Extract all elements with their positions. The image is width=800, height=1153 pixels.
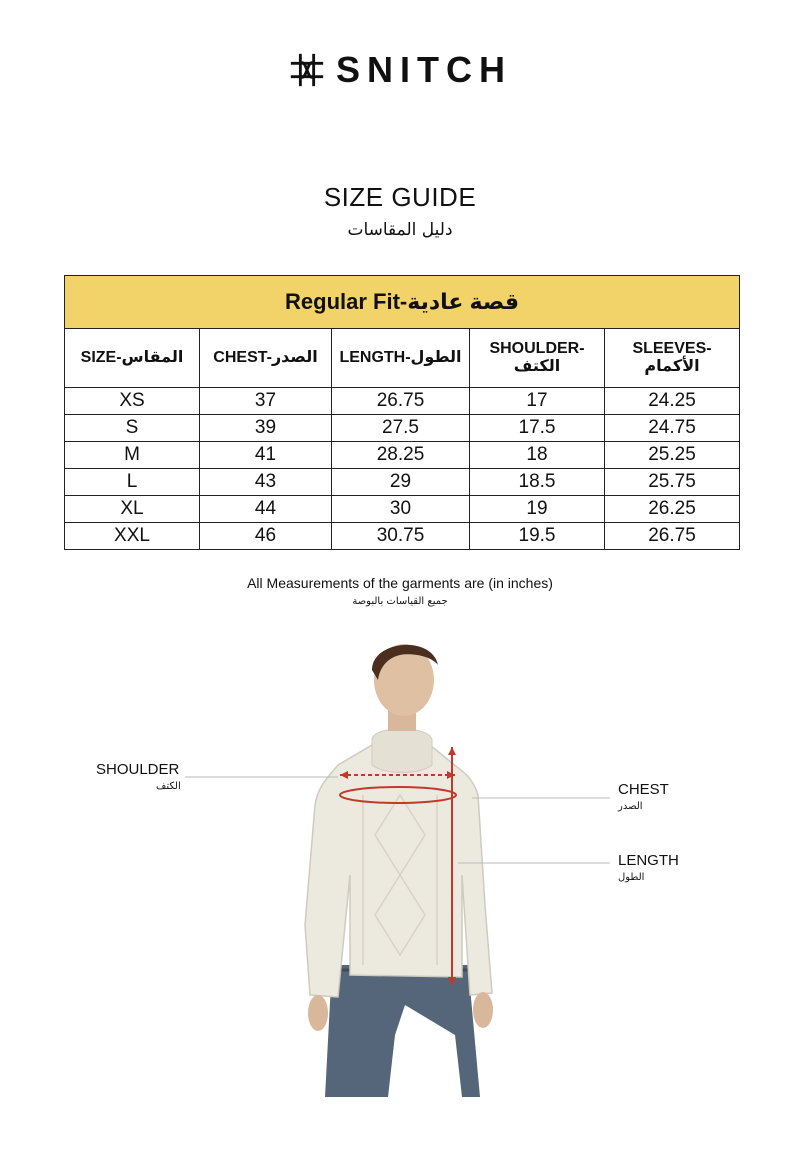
cell-chest: 43 bbox=[200, 469, 332, 496]
cell-length: 26.75 bbox=[332, 388, 470, 415]
header-row bbox=[65, 329, 740, 388]
measurement-note-arabic: جميع القياسات بالبوصة bbox=[352, 596, 448, 607]
fit-row bbox=[65, 276, 740, 329]
table-row bbox=[65, 496, 740, 523]
cell-sleeves: 26.75 bbox=[605, 523, 740, 550]
cell-length: 30.75 bbox=[332, 523, 470, 550]
header-shoulder: SHOULDER-الكتف bbox=[470, 329, 605, 388]
cell-shoulder: 18.5 bbox=[470, 469, 605, 496]
header-chest: CHEST-الصدر bbox=[200, 329, 332, 388]
right-hand-shape bbox=[473, 992, 493, 1028]
table-row bbox=[65, 415, 740, 442]
fit-label: Regular Fit-قصة عادية bbox=[65, 276, 740, 329]
size-table bbox=[64, 275, 740, 550]
brand-name: SNITCH bbox=[336, 49, 512, 90]
sweater-shape bbox=[305, 745, 492, 997]
cell-chest: 44 bbox=[200, 496, 332, 523]
table-row bbox=[65, 388, 740, 415]
measurement-note: All Measurements of the garments are (in inches) bbox=[247, 575, 553, 591]
cell-shoulder: 17.5 bbox=[470, 415, 605, 442]
cell-shoulder: 19.5 bbox=[470, 523, 605, 550]
page-title-arabic: دليل المقاسات bbox=[347, 220, 453, 240]
hash-knot-icon bbox=[288, 51, 326, 89]
cell-size: M bbox=[65, 442, 200, 469]
cell-sleeves: 24.75 bbox=[605, 415, 740, 442]
turtleneck-shape bbox=[372, 729, 432, 773]
table-row bbox=[65, 523, 740, 550]
page-title: SIZE GUIDE bbox=[323, 182, 477, 212]
cell-size: S bbox=[65, 415, 200, 442]
jeans-shape bbox=[325, 965, 480, 1097]
cell-sleeves: 26.25 bbox=[605, 496, 740, 523]
length-label-arabic: الطول bbox=[618, 872, 645, 883]
length-label: LENGTH bbox=[618, 852, 679, 869]
model-illustration bbox=[0, 625, 800, 1148]
cell-shoulder: 17 bbox=[470, 388, 605, 415]
cell-size: XXL bbox=[65, 523, 200, 550]
cell-chest: 39 bbox=[200, 415, 332, 442]
header-size: SIZE-المقاس bbox=[65, 329, 200, 388]
brand-logo bbox=[0, 50, 800, 90]
model-figure bbox=[0, 625, 800, 1148]
cell-shoulder: 19 bbox=[470, 496, 605, 523]
cell-shoulder: 18 bbox=[470, 442, 605, 469]
header-sleeves: SLEEVES-الأكمام bbox=[605, 329, 740, 388]
table-row bbox=[65, 469, 740, 496]
cell-length: 27.5 bbox=[332, 415, 470, 442]
shoulder-label-arabic: الكتف bbox=[156, 781, 181, 792]
cell-chest: 41 bbox=[200, 442, 332, 469]
header-length: LENGTH-الطول bbox=[332, 329, 470, 388]
left-hand-shape bbox=[308, 995, 328, 1031]
table-row bbox=[65, 442, 740, 469]
chest-label: CHEST bbox=[618, 781, 669, 798]
cell-sleeves: 24.25 bbox=[605, 388, 740, 415]
cell-length: 29 bbox=[332, 469, 470, 496]
chest-label-arabic: الصدر bbox=[618, 801, 643, 812]
cell-size: XL bbox=[65, 496, 200, 523]
cell-length: 28.25 bbox=[332, 442, 470, 469]
shoulder-label: SHOULDER bbox=[96, 761, 180, 778]
cell-chest: 37 bbox=[200, 388, 332, 415]
cell-length: 30 bbox=[332, 496, 470, 523]
cell-size: L bbox=[65, 469, 200, 496]
cell-sleeves: 25.75 bbox=[605, 469, 740, 496]
cell-chest: 46 bbox=[200, 523, 332, 550]
cell-size: XS bbox=[65, 388, 200, 415]
cell-sleeves: 25.25 bbox=[605, 442, 740, 469]
